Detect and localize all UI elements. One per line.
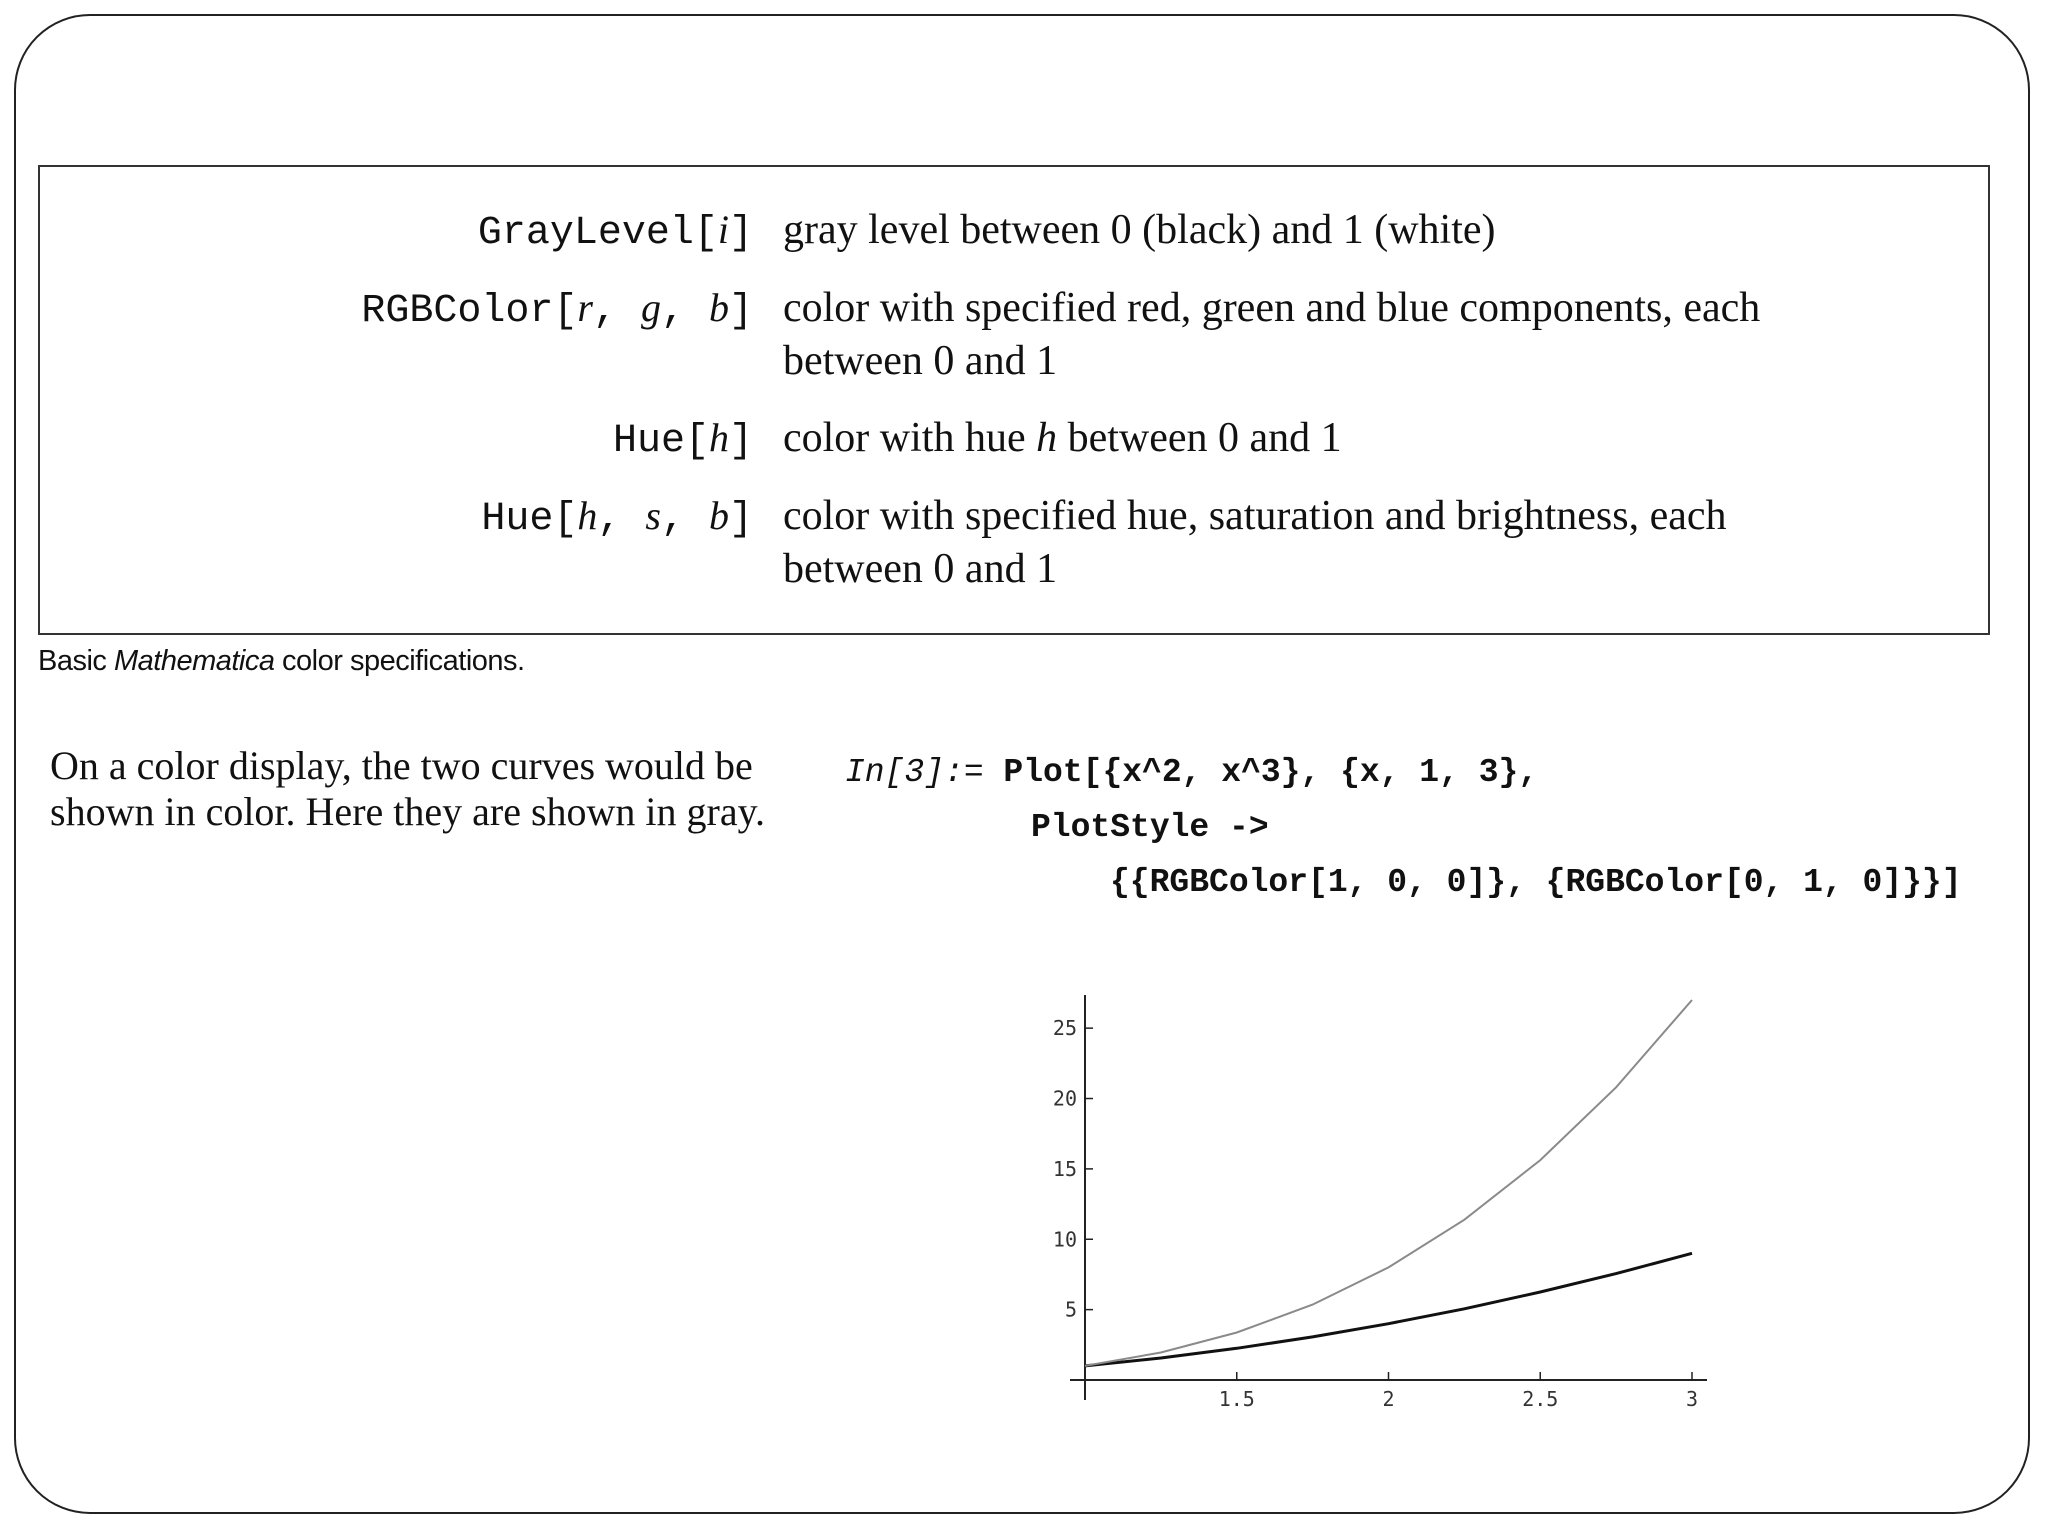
y-tick-label: 15 bbox=[1052, 1156, 1077, 1181]
input-prompt: In[3]:= bbox=[845, 754, 984, 791]
spec-description bbox=[783, 282, 1933, 388]
y-tick-label: 20 bbox=[1052, 1086, 1077, 1111]
y-tick-label: 25 bbox=[1052, 1016, 1077, 1041]
fn-close: ] bbox=[728, 419, 753, 464]
arg-sep: , bbox=[592, 289, 641, 334]
fn-name: RGBColor[ bbox=[361, 289, 578, 334]
arg: g bbox=[640, 285, 661, 330]
caption-italic: Mathematica bbox=[113, 645, 275, 677]
caption-text: color specifications. bbox=[274, 645, 525, 677]
y-tick-label: 5 bbox=[1064, 1297, 1077, 1322]
spec-description bbox=[783, 412, 1933, 465]
side-note: On a color display, the two curves would be shown in color. Here they are shown in gray. bbox=[50, 743, 765, 834]
code-line-3: {{RGBColor[1, 0, 0]}, {RGBColor[0, 1, 0]}}] bbox=[1110, 864, 1962, 901]
x-tick-label: 3 bbox=[1685, 1387, 1699, 1411]
spec-code bbox=[478, 204, 753, 260]
arg-sep: , bbox=[597, 497, 646, 542]
plot-axes bbox=[1070, 995, 1707, 1400]
x-tick-label: 2.5 bbox=[1522, 1387, 1559, 1411]
arg: s bbox=[645, 493, 661, 538]
fn-close: ] bbox=[728, 211, 753, 256]
series-line-2 bbox=[1085, 1000, 1692, 1366]
caption-text: Basic bbox=[38, 645, 114, 677]
code-line-2: PlotStyle -> bbox=[1031, 809, 1269, 846]
x-tick-label: 2 bbox=[1382, 1387, 1395, 1411]
plot-chart bbox=[1040, 985, 1740, 1415]
desc-part: between 0 and 1 bbox=[1057, 415, 1342, 461]
fn-close: ] bbox=[728, 289, 753, 334]
spec-code bbox=[361, 282, 753, 338]
code-line-1 bbox=[845, 745, 1538, 800]
arg-sep: , bbox=[660, 497, 709, 542]
desc-line: between 0 and 1 bbox=[783, 546, 1058, 592]
fn-name: Hue[ bbox=[612, 419, 709, 464]
plot-curves bbox=[1085, 1000, 1692, 1366]
arg: h bbox=[577, 493, 598, 538]
spec-code bbox=[613, 412, 753, 468]
arg: b bbox=[708, 493, 729, 538]
spec-description bbox=[783, 490, 1933, 596]
code-text: Plot[{x^2, x^3}, {x, 1, 3}, bbox=[983, 754, 1539, 791]
arg: b bbox=[708, 285, 729, 330]
desc-part: color with hue bbox=[783, 415, 1037, 461]
fn-name: GrayLevel[ bbox=[477, 211, 718, 256]
plot-tick-labels bbox=[1053, 1016, 1698, 1411]
y-tick-label: 10 bbox=[1052, 1227, 1077, 1252]
desc-line: color with specified red, green and blue components, each bbox=[783, 285, 1761, 331]
desc-line: color with specified hue, saturation and brightness, each bbox=[783, 493, 1727, 539]
desc-var: h bbox=[1036, 415, 1058, 461]
arg-sep: , bbox=[660, 289, 709, 334]
fn-close: ] bbox=[728, 497, 753, 542]
color-spec-table bbox=[38, 165, 1990, 635]
desc-line: between 0 and 1 bbox=[783, 338, 1058, 384]
fn-name: Hue[ bbox=[481, 497, 578, 542]
desc-line: gray level between 0 (black) and 1 (white) bbox=[783, 207, 1496, 253]
table-caption bbox=[38, 645, 525, 678]
arg: r bbox=[577, 285, 593, 330]
spec-code bbox=[481, 490, 753, 546]
arg: i bbox=[717, 207, 729, 252]
arg: h bbox=[708, 415, 729, 460]
spec-description bbox=[783, 204, 1933, 257]
x-tick-label: 1.5 bbox=[1218, 1387, 1255, 1411]
